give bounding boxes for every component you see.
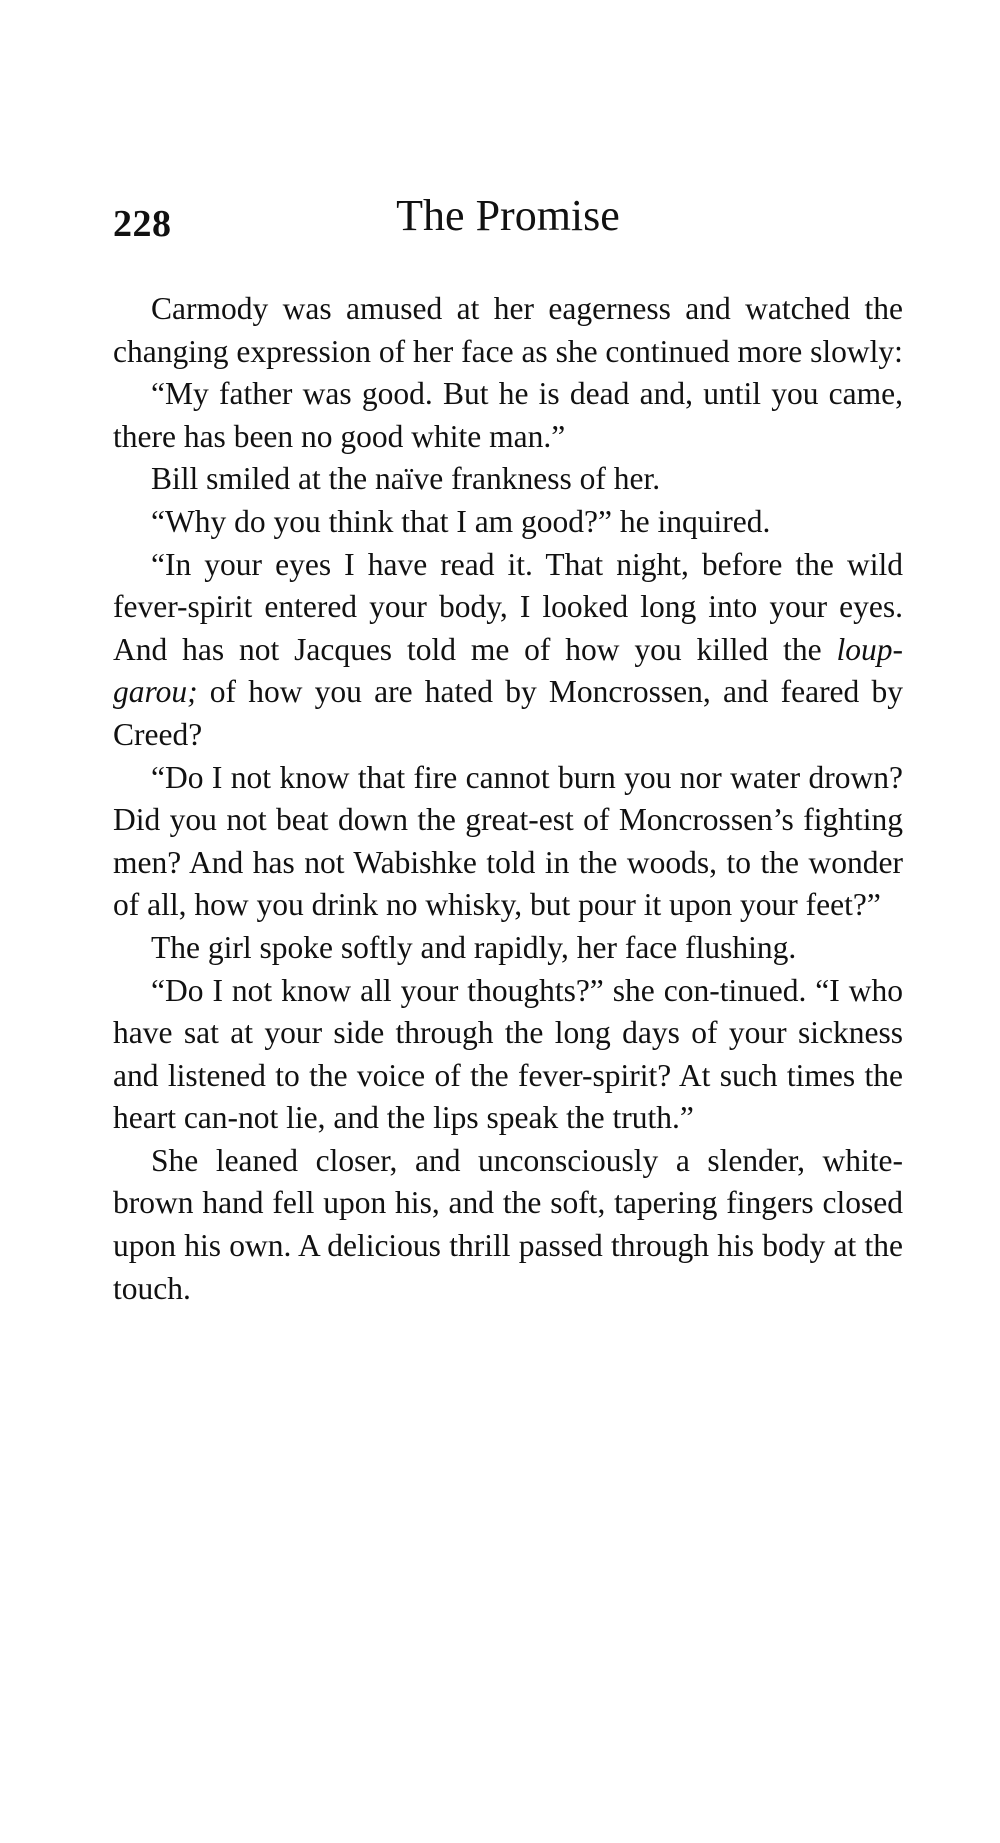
paragraph: The girl spoke softly and rapidly, her face flushing.	[151, 929, 797, 965]
paragraph: “Why do you think that I am good?” he inquired.	[151, 503, 771, 539]
page-number: 228	[113, 203, 172, 245]
paragraph: Bill smiled at the naïve frankness of her.	[151, 461, 661, 497]
paragraph	[113, 544, 903, 757]
paragraph: “Do I not know all your thoughts?” she con-tinued. “I who have sat at your side through the long days of your sickness and listened to the voice of the fever-spirit? At such times the heart can-not lie, and the lips speak the truth.”	[113, 972, 903, 1136]
italic-term: loup-garou;	[113, 631, 903, 710]
paragraph-text: of how you are hated by Moncrossen, and feared by Creed?	[113, 674, 903, 752]
paragraph: She leaned closer, and unconsciously a slender, white-brown hand fell upon his, and the soft, tapering fingers closed upon his own. A delicious thrill passed through his body at the touch.	[113, 1142, 903, 1306]
paragraph: Carmody was amused at her eagerness and watched the changing expression of her face as she continued more slowly:	[113, 291, 903, 369]
paragraph: “Do I not know that fire cannot burn you nor water drown? Did you not beat down the great-est of Moncrossen’s fighting men? And has not Wabishke told in the woods, to the wonder of all, how you drink no whisky, but pour it upon your feet?”	[113, 759, 903, 923]
running-title: The Promise	[396, 191, 620, 240]
body-text	[113, 288, 903, 1310]
paragraph-text: “In your eyes I have read it. That night, before the wild fever-spirit entered your body, I looked long into your eyes. And has not Jacques told me of how you killed the	[113, 546, 903, 667]
paragraph: “My father was good. But he is dead and, until you came, there has been no good white man.”	[113, 376, 903, 454]
page-header	[113, 190, 903, 250]
